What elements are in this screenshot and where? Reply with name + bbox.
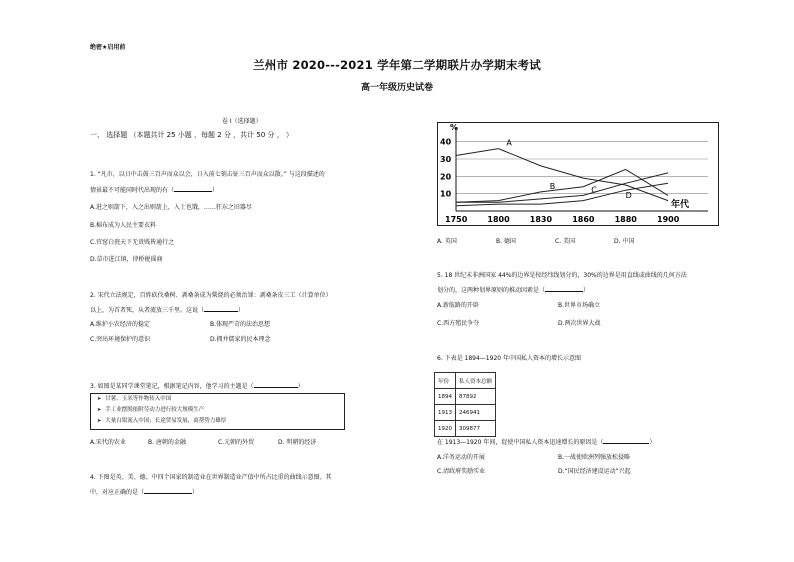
q3-option-b[interactable]: B. 唐朝的金融	[148, 439, 186, 446]
page-title: 兰州市 2020---2021 学年第二学期联片办学期末考试	[253, 58, 541, 72]
series-label-a: A	[506, 138, 512, 148]
series-label-c: C	[591, 185, 597, 195]
line-chart	[438, 123, 718, 225]
series-label-d: D	[625, 191, 632, 201]
q3-option-a[interactable]: A.宋代的农业	[90, 439, 126, 446]
q2-stem-line2: 以上，为首者死，从者流放三千里。这说（ ）	[90, 307, 245, 314]
q3-stem: 3. 如图是某同学课堂笔记，根据笔记内容，他学习的主题是（ ）	[90, 383, 304, 390]
table-row	[435, 405, 496, 421]
q6-option-d[interactable]: D.“国民经济建设运动”兴起	[558, 468, 631, 475]
x-tick-label: 1860	[572, 215, 595, 224]
q5-option-d[interactable]: D.两次世界大战	[558, 320, 601, 327]
q4-option-d[interactable]: D. 中国	[614, 238, 635, 245]
q5-option-a[interactable]: A.新航路的开辟	[437, 302, 479, 309]
table-cell: 87892	[456, 389, 496, 405]
table-header-row	[435, 373, 496, 389]
volume-label: 卷 I（选择题）	[222, 118, 262, 125]
q3-note-3: ➤ 大量白银流入中国；长途贸易发展，商帮势力雄厚	[97, 418, 227, 424]
q6-stem: 6. 下表是 1894—1920 年中国私人资本的增长示意图	[437, 355, 581, 362]
q3-option-c[interactable]: C.元朝的外贸	[218, 439, 255, 446]
x-tick-label: 1880	[614, 215, 637, 224]
q2-option-a[interactable]: A.维护小农经济的稳定	[90, 321, 150, 328]
q5-option-c[interactable]: C.西方殖民争夺	[437, 320, 480, 327]
q4-chart	[437, 122, 719, 226]
q1-option-b[interactable]: B.棉布成为人民主要衣料	[90, 222, 157, 229]
y-tick-label: 10	[440, 189, 452, 199]
q1-option-d[interactable]: D.草市进江镇，律桥税徭商	[90, 256, 163, 263]
y-tick-label: 40	[440, 137, 452, 147]
x-tick-label: 1750	[445, 215, 468, 224]
q3-option-d[interactable]: D. 明朝的经济	[278, 439, 317, 446]
q4-stem-line1: 4. 下图是英、美、德、中四个国家的制造业在世界制造业产值中所占比重的曲线示意图。其	[90, 474, 332, 481]
q1-stem-line1: 1. “凡市，以日中击鼓三百声而众以会，日入前七刻击钲三百声而众以散。” 与这段描述的	[90, 171, 325, 178]
table-cell: 1913	[435, 405, 456, 421]
q5-stem-line2: 划分的，这两种划界原则的推动因素是（ ）	[437, 287, 590, 294]
q3-note-1: ➤ 甘薯、玉米等作物传入中国	[97, 396, 172, 402]
table-row	[435, 421, 496, 437]
q5-stem-line1: 5. 18 世纪末非洲国家 44%的边界是按经纬线划分的，30%的边界是用直线或曲线的几何方法	[437, 272, 687, 279]
q1-stem-line2: 情景最不可能同时代出现的有（ ）	[90, 187, 219, 194]
q6-capital-table	[434, 372, 496, 437]
q1-option-c[interactable]: C.官窑白瓷天下无贵贱皆通行之	[90, 239, 175, 246]
table-cell: 309877	[456, 421, 496, 437]
q4-option-a[interactable]: A. 英国	[437, 238, 457, 245]
q3-note-2: ➤ 手工业摆脱依附劳动力进行较大规模生产	[97, 407, 205, 413]
arrow-bullet-icon: ➤	[97, 407, 102, 413]
q2-stem-line1: 2. 宋代立法规定，百姓砍伐桑树、剥桑条成为柴烧的必须治罪：剥桑条皮三工（计算单位）	[90, 292, 332, 299]
q4-option-b[interactable]: B. 德国	[496, 238, 516, 245]
y-tick-label: 20	[440, 172, 452, 182]
series-line-c	[456, 173, 668, 202]
x-axis-label: 年代	[671, 200, 690, 210]
q6-question: 在 1913—1920 年间，促使中国私人资本迅速增长的原因是（ ）	[437, 439, 656, 446]
q3-notes-box	[90, 393, 345, 430]
page-subtitle: 高一年级历史试卷	[360, 83, 433, 93]
q4-stem-line2: 中，对应正确的是（ ）	[90, 489, 199, 496]
table-header-year: 年份	[435, 373, 456, 389]
table-cell: 246941	[456, 405, 496, 421]
x-tick-label: 1800	[487, 215, 510, 224]
table-row	[435, 389, 496, 405]
arrow-bullet-icon: ➤	[97, 418, 102, 424]
q6-option-c[interactable]: C.清政府奖励实业	[437, 468, 486, 475]
table-header-capital: 私人资本总额	[456, 373, 496, 389]
q4-option-c[interactable]: C. 美国	[555, 238, 576, 245]
series-line-a	[456, 149, 668, 201]
q2-option-d[interactable]: D.拥并儒家的民本理念	[210, 336, 271, 343]
series-label-b: B	[549, 181, 556, 191]
q2-option-b[interactable]: B.体现严苛的法治思想	[210, 321, 271, 328]
q6-option-a[interactable]: A.洋务运动的开展	[437, 454, 485, 461]
table-cell: 1894	[435, 389, 456, 405]
y-axis-label: %	[450, 123, 459, 132]
y-tick-label: 30	[440, 155, 452, 164]
table-cell: 1920	[435, 421, 456, 437]
q5-option-b[interactable]: B.世界市场确立	[558, 302, 601, 309]
section-instruction: 一、 选择题 （本题共计 25 小题 ，每题 2 分 ，共计 50 分 ， ）	[90, 131, 293, 139]
secret-mark: 绝密★启用前	[90, 44, 126, 51]
q1-option-a[interactable]: A.进之则箭下，入之出则箭上，入士也饿，……狂东之田器尽	[90, 204, 252, 211]
x-tick-label: 1900	[657, 215, 680, 224]
q6-option-b[interactable]: B.一战使欧洲列强放松侵略	[558, 454, 631, 461]
x-tick-label: 1830	[529, 215, 553, 224]
arrow-bullet-icon: ➤	[97, 396, 102, 402]
q2-option-c[interactable]: C.突出环境保护的意识	[90, 336, 151, 343]
